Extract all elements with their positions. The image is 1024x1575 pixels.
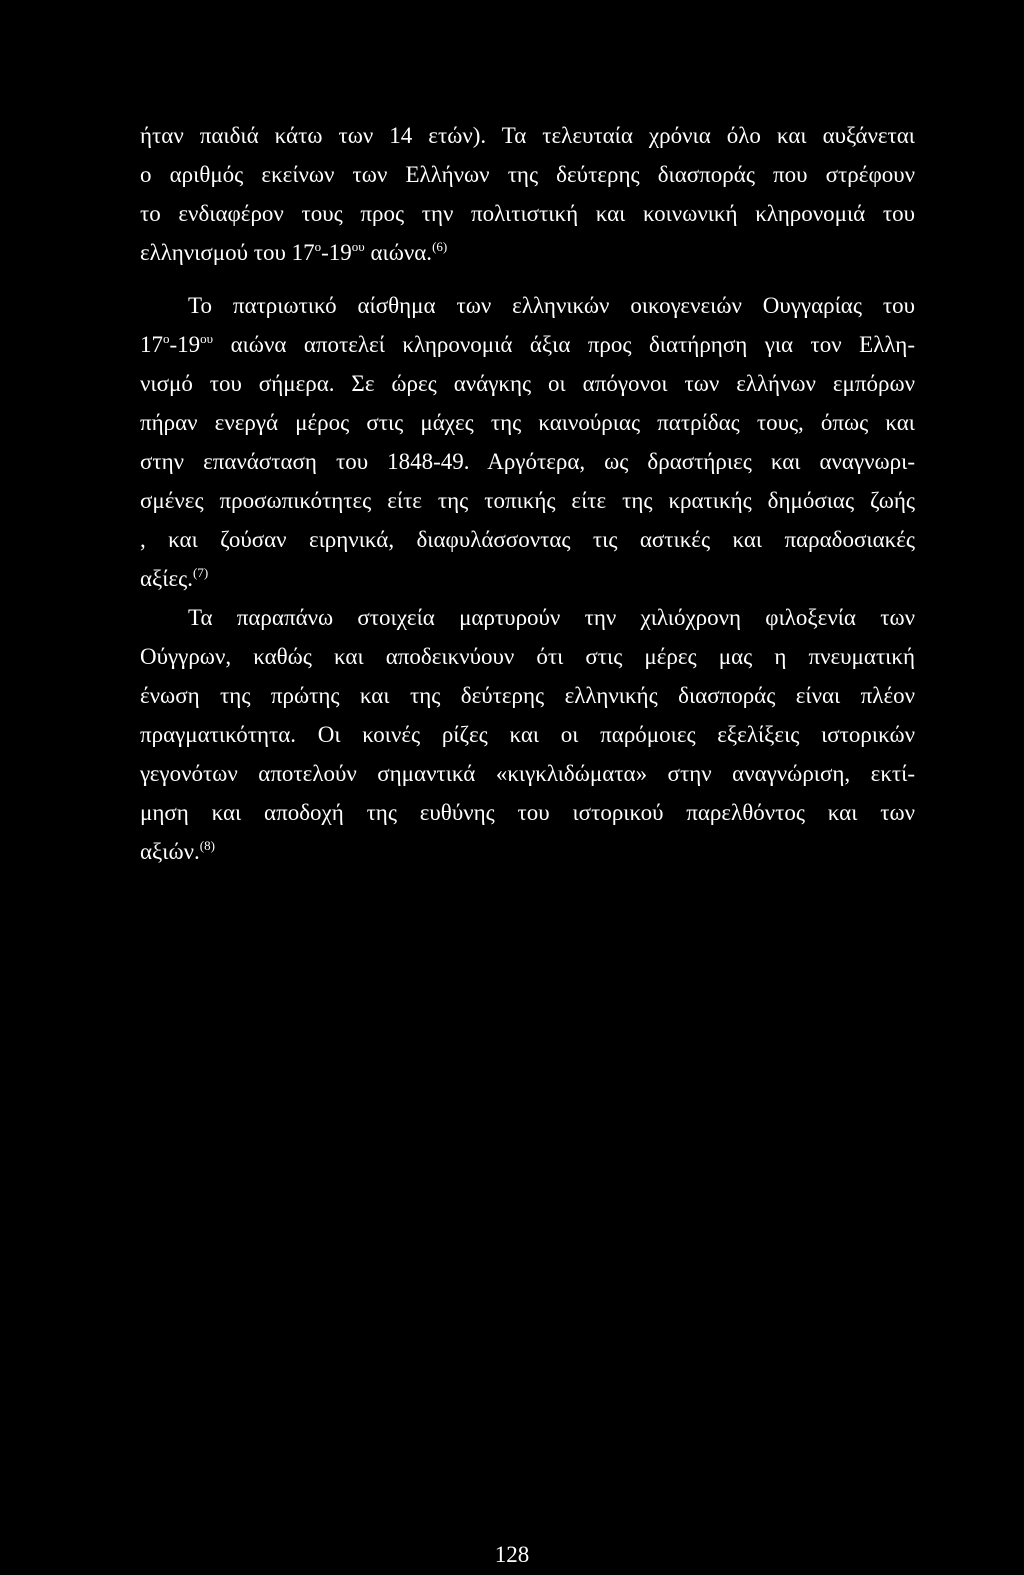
text-line: ο αριθμός εκείνων των Ελλήνων της δεύτερης διασποράς που στρέφουν [140, 162, 915, 187]
text-fragment: αξιών. [140, 839, 200, 864]
ordinal-superscript: ο [163, 331, 170, 346]
text-line: πραγματικότητα. Οι κοινές ρίζες και οι παρόμοιες εξελίξεις ιστορικών [140, 722, 915, 747]
ordinal-superscript: ου [351, 239, 365, 254]
ordinal-superscript: ου [200, 331, 214, 346]
text-line: πήραν ενεργά μέρος στις μάχες της καινούριας πατρίδας τους, όπως και [140, 410, 915, 435]
text-fragment: αιώνα. [364, 240, 433, 265]
text-fragment: 17 [140, 332, 163, 357]
footnote-marker: (6) [432, 239, 448, 254]
text-fragment: ελληνισμού του 17 [140, 240, 315, 265]
page-body [140, 116, 915, 871]
paragraph-2 [140, 286, 915, 598]
text-line: Τα παραπάνω στοιχεία μαρτυρούν την χιλιόχρονη φιλοξενία των [188, 605, 915, 630]
text-fragment: αιώνα αποτελεί κληρονομιά άξια προς διατήρηση για τον Ελλη- [213, 332, 915, 357]
text-line [140, 233, 915, 272]
text-line: στην επανάσταση του 1848-49. Αργότερα, ως δραστήριες και αναγνωρι- [140, 449, 915, 474]
text-line [140, 832, 915, 871]
text-line: σμένες προσωπικότητες είτε της τοπικής είτε της κρατικής δημόσιας ζωής [140, 488, 915, 513]
text-fragment: -19 [321, 240, 352, 265]
text-line: γεγονότων αποτελούν σημαντικά «κιγκλιδώματα» στην αναγνώριση, εκτί- [140, 761, 915, 786]
footnote-marker: (7) [193, 565, 209, 580]
ordinal-superscript: ο [314, 239, 322, 254]
text-line: νισμό του σήμερα. Σε ώρες ανάγκης οι απόγονοι των ελλήνων εμπόρων [140, 371, 915, 396]
text-line: Το πατριωτικό αίσθημα των ελληνικών οικογενειών Ουγγαρίας του [188, 293, 915, 318]
text-fragment: αξίες. [140, 566, 194, 591]
text-fragment: -19 [169, 332, 201, 357]
paragraph-1 [140, 116, 915, 272]
text-line: ένωση της πρώτης και της δεύτερης ελληνικής διασποράς είναι πλέον [140, 683, 915, 708]
text-line: Ούγγρων, καθώς και αποδεικνύουν ότι στις μέρες μας η πνευματική [140, 644, 915, 669]
text-line: μηση και αποδοχή της ευθύνης του ιστορικού παρελθόντος και των [140, 800, 915, 825]
text-line [140, 559, 915, 598]
text-line [140, 325, 915, 364]
paragraph-gap [140, 272, 915, 286]
text-line: , και ζούσαν ειρηνικά, διαφυλάσσοντας τις αστικές και παραδοσιακές [140, 527, 915, 552]
page-number: 128 [494, 1542, 530, 1567]
footnote-marker: (8) [199, 838, 215, 853]
text-line: το ενδιαφέρον τους προς την πολιτιστική και κοινωνική κληρονομιά του [140, 201, 915, 226]
paragraph-3 [140, 598, 915, 871]
text-line: ήταν παιδιά κάτω των 14 ετών). Τα τελευταία χρόνια όλο και αυξάνεται [140, 123, 915, 148]
